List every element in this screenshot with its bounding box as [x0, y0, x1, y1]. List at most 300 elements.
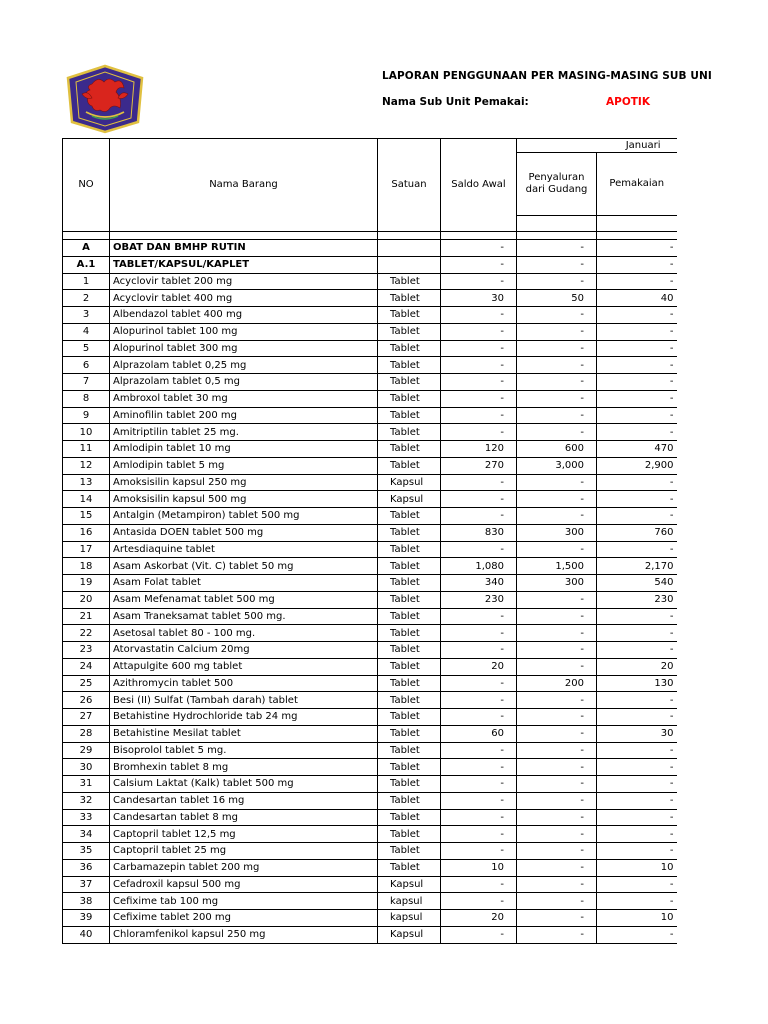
row-item-name: Asam Askorbat (Vit. C) tablet 50 mg — [110, 558, 378, 575]
row-distribution: 300 — [517, 524, 597, 541]
col-header-no: NO — [63, 139, 110, 232]
row-unit: Tablet — [378, 759, 441, 776]
table-row — [63, 675, 677, 692]
row-item-name: Bisoprolol tablet 5 mg. — [110, 742, 378, 759]
row-distribution: - — [517, 809, 597, 826]
row-opening-balance: - — [441, 340, 517, 357]
row-no: 21 — [63, 608, 110, 625]
row-opening-balance: - — [441, 709, 517, 726]
row-opening-balance: - — [441, 307, 517, 324]
row-opening-balance: - — [441, 424, 517, 441]
row-distribution: - — [517, 658, 597, 675]
row-unit: Tablet — [378, 307, 441, 324]
row-usage: 2,170 — [597, 558, 677, 575]
row-opening-balance: - — [441, 273, 517, 290]
row-opening-balance: - — [441, 491, 517, 508]
row-usage: - — [597, 608, 677, 625]
row-opening-balance: 20 — [441, 658, 517, 675]
row-usage: - — [597, 809, 677, 826]
row-usage: 540 — [597, 575, 677, 592]
row-opening-balance: - — [441, 826, 517, 843]
row-usage: - — [597, 759, 677, 776]
row-no: 27 — [63, 709, 110, 726]
row-unit: Tablet — [378, 742, 441, 759]
row-distribution: - — [517, 843, 597, 860]
row-item-name: Captopril tablet 25 mg — [110, 843, 378, 860]
row-unit: Tablet — [378, 374, 441, 391]
row-opening-balance: 340 — [441, 575, 517, 592]
row-item-name: Amoksisilin kapsul 500 mg — [110, 491, 378, 508]
table-row — [63, 591, 677, 608]
table-row — [63, 926, 677, 943]
row-no: 3 — [63, 307, 110, 324]
row-no: 6 — [63, 357, 110, 374]
row-no: 38 — [63, 893, 110, 910]
row-no: 31 — [63, 776, 110, 793]
row-opening-balance: - — [441, 357, 517, 374]
row-no: A.1 — [63, 256, 110, 273]
row-distribution: - — [517, 390, 597, 407]
row-no: 37 — [63, 876, 110, 893]
table-row — [63, 608, 677, 625]
row-unit: Tablet — [378, 390, 441, 407]
row-opening-balance: - — [441, 508, 517, 525]
table-row — [63, 625, 677, 642]
row-opening-balance: - — [441, 759, 517, 776]
table-row — [63, 692, 677, 709]
row-usage: - — [597, 843, 677, 860]
row-usage: 30 — [597, 725, 677, 742]
table-row-spacer — [63, 232, 677, 240]
row-distribution: 1,500 — [517, 558, 597, 575]
table-row — [63, 575, 677, 592]
row-distribution: - — [517, 323, 597, 340]
row-unit: Tablet — [378, 323, 441, 340]
table-row — [63, 541, 677, 558]
table-row — [63, 725, 677, 742]
row-usage: - — [597, 390, 677, 407]
row-opening-balance: 270 — [441, 457, 517, 474]
row-unit: Tablet — [378, 809, 441, 826]
row-usage: - — [597, 491, 677, 508]
row-distribution: 200 — [517, 675, 597, 692]
row-opening-balance: - — [441, 608, 517, 625]
row-item-name: Antasida DOEN tablet 500 mg — [110, 524, 378, 541]
row-no: 24 — [63, 658, 110, 675]
row-distribution: 3,000 — [517, 457, 597, 474]
table-row — [63, 742, 677, 759]
row-opening-balance: 830 — [441, 524, 517, 541]
row-usage: - — [597, 508, 677, 525]
row-usage: - — [597, 240, 677, 257]
row-opening-balance: - — [441, 390, 517, 407]
table-row — [63, 457, 677, 474]
row-item-name: Calsium Laktat (Kalk) tablet 500 mg — [110, 776, 378, 793]
row-item-name: Attapulgite 600 mg tablet — [110, 658, 378, 675]
row-item-name: Chloramfenikol kapsul 250 mg — [110, 926, 378, 943]
row-distribution: - — [517, 642, 597, 659]
row-opening-balance: - — [441, 642, 517, 659]
row-opening-balance: 30 — [441, 290, 517, 307]
table-body — [63, 232, 677, 944]
row-unit: Tablet — [378, 658, 441, 675]
row-distribution: - — [517, 541, 597, 558]
row-unit: Tablet — [378, 608, 441, 625]
table-row — [63, 826, 677, 843]
row-item-name: Alprazolam tablet 0,25 mg — [110, 357, 378, 374]
row-distribution: - — [517, 357, 597, 374]
table-row — [63, 240, 677, 257]
table-row — [63, 910, 677, 927]
table-row — [63, 709, 677, 726]
row-no: 4 — [63, 323, 110, 340]
row-distribution: - — [517, 893, 597, 910]
row-item-name: Alprazolam tablet 0,5 mg — [110, 374, 378, 391]
row-no: 5 — [63, 340, 110, 357]
row-opening-balance: - — [441, 809, 517, 826]
row-distribution: 600 — [517, 441, 597, 458]
row-unit: Tablet — [378, 508, 441, 525]
row-item-name: Asam Traneksamat tablet 500 mg. — [110, 608, 378, 625]
row-usage: - — [597, 692, 677, 709]
row-usage: - — [597, 876, 677, 893]
row-usage: 40 — [597, 290, 677, 307]
row-distribution: - — [517, 374, 597, 391]
col-header-distribution-line1: Penyaluran — [528, 171, 585, 183]
row-opening-balance: - — [441, 675, 517, 692]
row-unit: Tablet — [378, 642, 441, 659]
col-header-spacer — [517, 215, 597, 231]
row-distribution: - — [517, 256, 597, 273]
row-opening-balance: 10 — [441, 859, 517, 876]
row-item-name: Asam Mefenamat tablet 500 mg — [110, 591, 378, 608]
row-unit — [378, 256, 441, 273]
row-opening-balance: - — [441, 541, 517, 558]
table-row — [63, 290, 677, 307]
row-item-name: Asetosal tablet 80 - 100 mg. — [110, 625, 378, 642]
row-usage: - — [597, 926, 677, 943]
row-usage: - — [597, 792, 677, 809]
row-item-name: Ambroxol tablet 30 mg — [110, 390, 378, 407]
row-opening-balance: - — [441, 893, 517, 910]
row-usage: - — [597, 374, 677, 391]
row-no: 10 — [63, 424, 110, 441]
row-no: 32 — [63, 792, 110, 809]
row-unit: Tablet — [378, 776, 441, 793]
row-item-name: Cefixime tab 100 mg — [110, 893, 378, 910]
row-item-name: Azithromycin tablet 500 — [110, 675, 378, 692]
row-opening-balance: 120 — [441, 441, 517, 458]
sub-unit-label: Nama Sub Unit Pemakai: — [382, 96, 529, 108]
row-distribution: - — [517, 474, 597, 491]
row-opening-balance: - — [441, 374, 517, 391]
row-no: 17 — [63, 541, 110, 558]
row-no: 28 — [63, 725, 110, 742]
row-unit: Tablet — [378, 575, 441, 592]
row-usage: - — [597, 323, 677, 340]
table-row — [63, 642, 677, 659]
col-header-usage: Pemakaian — [597, 153, 677, 216]
row-no: 39 — [63, 910, 110, 927]
row-opening-balance: - — [441, 843, 517, 860]
row-unit: Tablet — [378, 625, 441, 642]
table-row — [63, 390, 677, 407]
col-header-name: Nama Barang — [110, 139, 378, 232]
row-distribution: - — [517, 273, 597, 290]
row-no: A — [63, 240, 110, 257]
report-table-container — [62, 138, 676, 954]
row-unit: Tablet — [378, 675, 441, 692]
row-unit: Kapsul — [378, 491, 441, 508]
table-row — [63, 876, 677, 893]
row-distribution: - — [517, 709, 597, 726]
row-item-name: Betahistine Mesilat tablet — [110, 725, 378, 742]
row-no: 29 — [63, 742, 110, 759]
row-usage: - — [597, 826, 677, 843]
row-no: 25 — [63, 675, 110, 692]
table-row — [63, 357, 677, 374]
row-distribution: - — [517, 625, 597, 642]
table-row — [63, 809, 677, 826]
row-distribution: - — [517, 240, 597, 257]
row-usage: - — [597, 357, 677, 374]
row-distribution: - — [517, 926, 597, 943]
row-item-name: TABLET/KAPSUL/KAPLET — [110, 256, 378, 273]
row-unit: Tablet — [378, 357, 441, 374]
table-row — [63, 843, 677, 860]
row-no: 14 — [63, 491, 110, 508]
table-row — [63, 273, 677, 290]
row-usage: - — [597, 642, 677, 659]
row-no: 36 — [63, 859, 110, 876]
row-no: 16 — [63, 524, 110, 541]
table-row — [63, 524, 677, 541]
row-item-name: Carbamazepin tablet 200 mg — [110, 859, 378, 876]
row-unit: Tablet — [378, 725, 441, 742]
row-usage: - — [597, 776, 677, 793]
row-no: 23 — [63, 642, 110, 659]
row-item-name: Asam Folat tablet — [110, 575, 378, 592]
row-unit: Tablet — [378, 524, 441, 541]
row-unit: Tablet — [378, 558, 441, 575]
row-item-name: Alopurinol tablet 300 mg — [110, 340, 378, 357]
row-usage: - — [597, 709, 677, 726]
row-opening-balance: 230 — [441, 591, 517, 608]
row-unit: Tablet — [378, 457, 441, 474]
row-distribution: - — [517, 759, 597, 776]
row-distribution: 300 — [517, 575, 597, 592]
col-header-distribution — [517, 153, 597, 216]
row-opening-balance: 20 — [441, 910, 517, 927]
row-opening-balance: 60 — [441, 725, 517, 742]
row-distribution: 50 — [517, 290, 597, 307]
row-usage: 2,900 — [597, 457, 677, 474]
garuda-crest-icon — [62, 64, 148, 134]
row-item-name: Besi (II) Sulfat (Tambah darah) tablet — [110, 692, 378, 709]
row-opening-balance: - — [441, 474, 517, 491]
row-unit: Kapsul — [378, 876, 441, 893]
table-row — [63, 491, 677, 508]
row-opening-balance: - — [441, 742, 517, 759]
row-no: 19 — [63, 575, 110, 592]
row-unit: Tablet — [378, 424, 441, 441]
row-item-name: Candesartan tablet 16 mg — [110, 792, 378, 809]
row-unit: Tablet — [378, 441, 441, 458]
table-row — [63, 474, 677, 491]
row-usage: - — [597, 893, 677, 910]
row-unit: Tablet — [378, 541, 441, 558]
row-unit: kapsul — [378, 893, 441, 910]
table-row — [63, 759, 677, 776]
row-opening-balance: - — [441, 240, 517, 257]
row-distribution: - — [517, 608, 597, 625]
row-item-name: Albendazol tablet 400 mg — [110, 307, 378, 324]
row-item-name: Betahistine Hydrochloride tab 24 mg — [110, 709, 378, 726]
row-item-name: Cefadroxil kapsul 500 mg — [110, 876, 378, 893]
row-item-name: Amoksisilin kapsul 250 mg — [110, 474, 378, 491]
row-usage: - — [597, 407, 677, 424]
row-distribution: - — [517, 692, 597, 709]
col-header-spacer — [597, 215, 677, 231]
row-usage: - — [597, 307, 677, 324]
row-unit: Tablet — [378, 843, 441, 860]
row-opening-balance: - — [441, 625, 517, 642]
row-item-name: Artesdiaquine tablet — [110, 541, 378, 558]
row-no: 30 — [63, 759, 110, 776]
row-item-name: Captopril tablet 12,5 mg — [110, 826, 378, 843]
report-title: LAPORAN PENGGUNAAN PER MASING-MASING SUB UNI — [382, 70, 712, 82]
table-row — [63, 792, 677, 809]
table-row — [63, 407, 677, 424]
row-opening-balance: 1,080 — [441, 558, 517, 575]
row-opening-balance: - — [441, 926, 517, 943]
row-usage: - — [597, 474, 677, 491]
row-item-name: Amitriptilin tablet 25 mg. — [110, 424, 378, 441]
row-no: 8 — [63, 390, 110, 407]
row-opening-balance: - — [441, 792, 517, 809]
row-item-name: Candesartan tablet 8 mg — [110, 809, 378, 826]
row-item-name: Bromhexin tablet 8 mg — [110, 759, 378, 776]
row-no: 2 — [63, 290, 110, 307]
row-no: 18 — [63, 558, 110, 575]
row-no: 22 — [63, 625, 110, 642]
row-item-name: Alopurinol tablet 100 mg — [110, 323, 378, 340]
table-row — [63, 859, 677, 876]
report-table — [62, 138, 677, 944]
row-item-name: Amlodipin tablet 5 mg — [110, 457, 378, 474]
row-unit: Kapsul — [378, 926, 441, 943]
sub-unit-value: APOTIK — [606, 96, 650, 108]
row-unit: kapsul — [378, 910, 441, 927]
row-distribution: - — [517, 491, 597, 508]
row-opening-balance: - — [441, 256, 517, 273]
row-usage: - — [597, 340, 677, 357]
row-distribution: - — [517, 742, 597, 759]
row-item-name: Atorvastatin Calcium 20mg — [110, 642, 378, 659]
row-distribution: - — [517, 826, 597, 843]
row-usage: 20 — [597, 658, 677, 675]
table-row — [63, 776, 677, 793]
table-row — [63, 340, 677, 357]
row-distribution: - — [517, 424, 597, 441]
row-unit: Tablet — [378, 290, 441, 307]
row-usage: 760 — [597, 524, 677, 541]
table-row — [63, 658, 677, 675]
row-usage: 230 — [597, 591, 677, 608]
row-opening-balance: - — [441, 876, 517, 893]
row-no: 35 — [63, 843, 110, 860]
row-item-name: Amlodipin tablet 10 mg — [110, 441, 378, 458]
row-unit: Tablet — [378, 692, 441, 709]
row-opening-balance: - — [441, 692, 517, 709]
row-unit: Tablet — [378, 591, 441, 608]
row-distribution: - — [517, 725, 597, 742]
row-distribution: - — [517, 307, 597, 324]
table-row — [63, 374, 677, 391]
row-unit: Tablet — [378, 859, 441, 876]
row-item-name: Antalgin (Metampiron) tablet 500 mg — [110, 508, 378, 525]
row-opening-balance: - — [441, 323, 517, 340]
row-unit — [378, 240, 441, 257]
row-no: 1 — [63, 273, 110, 290]
row-item-name: OBAT DAN BMHP RUTIN — [110, 240, 378, 257]
table-row — [63, 424, 677, 441]
row-no: 13 — [63, 474, 110, 491]
row-unit: Tablet — [378, 826, 441, 843]
col-header-unit: Satuan — [378, 139, 441, 232]
row-usage: - — [597, 424, 677, 441]
row-usage: 10 — [597, 910, 677, 927]
row-unit: Tablet — [378, 792, 441, 809]
table-row — [63, 256, 677, 273]
row-distribution: - — [517, 591, 597, 608]
row-distribution: - — [517, 859, 597, 876]
row-distribution: - — [517, 776, 597, 793]
row-item-name: Aminofilin tablet 200 mg — [110, 407, 378, 424]
row-usage: 10 — [597, 859, 677, 876]
row-no: 12 — [63, 457, 110, 474]
row-distribution: - — [517, 876, 597, 893]
row-distribution: - — [517, 340, 597, 357]
row-distribution: - — [517, 910, 597, 927]
row-no: 33 — [63, 809, 110, 826]
row-no: 11 — [63, 441, 110, 458]
row-no: 26 — [63, 692, 110, 709]
row-no: 40 — [63, 926, 110, 943]
col-header-opening: Saldo Awal — [441, 139, 517, 232]
row-no: 15 — [63, 508, 110, 525]
row-usage: - — [597, 742, 677, 759]
row-opening-balance: - — [441, 776, 517, 793]
table-row — [63, 307, 677, 324]
row-distribution: - — [517, 508, 597, 525]
row-no: 7 — [63, 374, 110, 391]
table-row — [63, 508, 677, 525]
row-unit: Tablet — [378, 709, 441, 726]
row-item-name: Cefixime tablet 200 mg — [110, 910, 378, 927]
table-row — [63, 893, 677, 910]
row-usage: - — [597, 541, 677, 558]
row-item-name: Acyclovir tablet 400 mg — [110, 290, 378, 307]
row-opening-balance: - — [441, 407, 517, 424]
row-no: 9 — [63, 407, 110, 424]
row-unit: Tablet — [378, 340, 441, 357]
row-no: 20 — [63, 591, 110, 608]
row-distribution: - — [517, 792, 597, 809]
row-usage: - — [597, 273, 677, 290]
row-usage: - — [597, 625, 677, 642]
table-row — [63, 323, 677, 340]
